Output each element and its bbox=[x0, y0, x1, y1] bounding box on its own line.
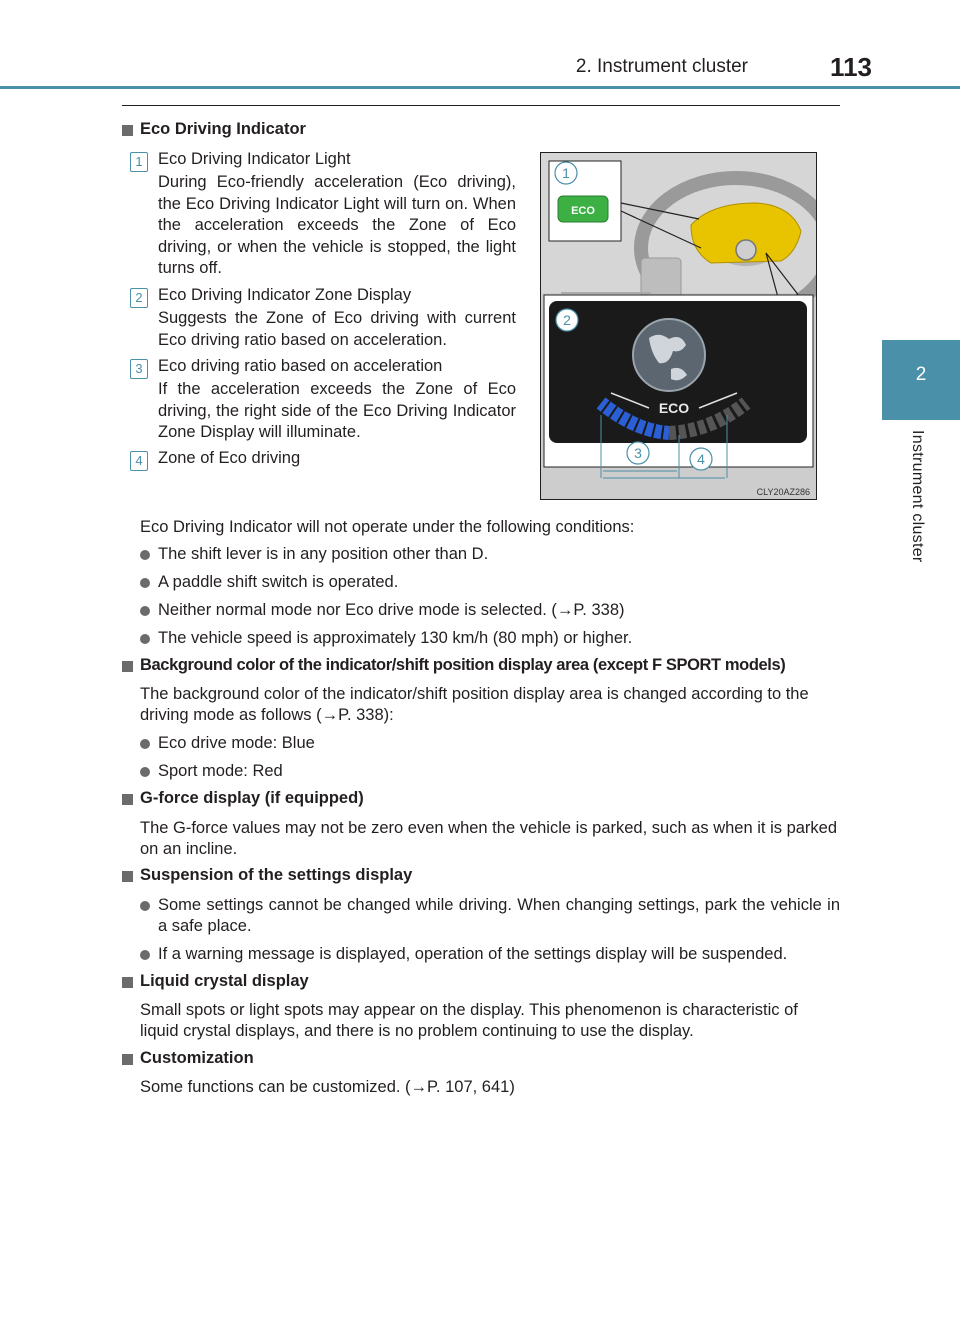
bullet-icon bbox=[140, 578, 150, 588]
section-marker-icon bbox=[122, 661, 133, 672]
eco-indicator-illustration bbox=[541, 153, 816, 499]
callout-4: 4 bbox=[697, 451, 705, 467]
chapter-tab[interactable] bbox=[882, 340, 960, 420]
section-marker-icon bbox=[122, 125, 133, 136]
item-body: If the acceleration exceeds the Zone of Eco driving, the right side of the Eco Driving Indicator Zone Display will illuminate. bbox=[158, 380, 516, 441]
customization-heading: Customization bbox=[140, 1049, 254, 1067]
item-number-badge: 3 bbox=[130, 359, 148, 379]
bullet-icon bbox=[140, 901, 150, 911]
callout-2: 2 bbox=[563, 312, 571, 328]
customization-body: Some functions can be customized. (→P. 107, 641) bbox=[140, 1078, 515, 1096]
section-marker-icon bbox=[122, 794, 133, 805]
zone-eco-label: ECO bbox=[658, 400, 690, 416]
chapter-tab-label: Instrument cluster bbox=[909, 430, 926, 563]
item-number-badge: 1 bbox=[130, 152, 148, 172]
lcd-body: Small spots or light spots may appear on the display. This phenomenon is characteristic of liquid crystal displays, and there is no problem continuing to use the display. bbox=[140, 1001, 798, 1040]
mode-item: Eco drive mode: Blue bbox=[158, 734, 315, 752]
eco-heading: Eco Driving Indicator bbox=[140, 120, 306, 138]
bullet-icon bbox=[140, 550, 150, 560]
mode-item: Sport mode: Red bbox=[158, 762, 283, 780]
section-marker-icon bbox=[122, 871, 133, 882]
bullet-icon bbox=[140, 634, 150, 644]
eco-indicator-figure bbox=[540, 152, 817, 500]
callout-1: 1 bbox=[562, 165, 570, 181]
suspension-heading: Suspension of the settings display bbox=[140, 866, 413, 884]
condition-item: The shift lever is in any position other than D. bbox=[158, 545, 489, 563]
header-rule bbox=[122, 105, 840, 106]
background-heading: Background color of the indicator/shift position display area (except F SPORT models) bbox=[140, 656, 786, 674]
item-body: Suggests the Zone of Eco driving with current Eco driving ratio based on acceleration. bbox=[158, 309, 516, 349]
chapter-title: 2. Instrument cluster bbox=[575, 56, 748, 77]
item-title: Eco driving ratio based on acceleration bbox=[158, 357, 443, 375]
condition-item: A paddle shift switch is operated. bbox=[158, 573, 399, 591]
item-number-badge: 4 bbox=[130, 451, 148, 471]
figure-code: CLY20AZ286 bbox=[756, 487, 810, 497]
lcd-heading: Liquid crystal display bbox=[140, 972, 309, 990]
condition-item: Neither normal mode nor Eco drive mode is selected. (→P. 338) bbox=[158, 601, 625, 619]
section-marker-icon bbox=[122, 977, 133, 988]
bullet-icon bbox=[140, 950, 150, 960]
item-title: Eco Driving Indicator Zone Display bbox=[158, 286, 412, 304]
section-marker-icon bbox=[122, 1054, 133, 1065]
page-number: 113 bbox=[830, 52, 872, 82]
item-title: Eco Driving Indicator Light bbox=[158, 150, 351, 168]
chapter-tab-number: 2 bbox=[915, 364, 927, 385]
item-title: Zone of Eco driving bbox=[158, 449, 301, 467]
condition-item: The vehicle speed is approximately 130 km/h (80 mph) or higher. bbox=[158, 629, 633, 647]
suspension-item: Some settings cannot be changed while driving. When changing settings, park the vehicle in a safe place. bbox=[158, 896, 840, 935]
bullet-icon bbox=[140, 606, 150, 616]
top-accent-bar bbox=[0, 86, 960, 89]
callout-3: 3 bbox=[634, 445, 642, 461]
bullet-icon bbox=[140, 767, 150, 777]
eco-lamp-label: ECO bbox=[571, 205, 595, 217]
gforce-body: The G-force values may not be zero even when the vehicle is parked, such as when it is parked on an incline. bbox=[140, 819, 838, 858]
suspension-item: If a warning message is displayed, operation of the settings display will be suspended. bbox=[158, 945, 788, 963]
background-body: The background color of the indicator/shift position display area is changed according to the driving mode as follows (→P. 338): bbox=[140, 685, 809, 724]
item-number-badge: 2 bbox=[130, 288, 148, 308]
item-body: During Eco-friendly acceleration (Eco driving), the Eco Driving Indicator Light will turn on. When the acceleration exceeds the Zone of Eco driving, or when the vehicle is stopped, the light turns off. bbox=[158, 173, 516, 277]
page-header bbox=[0, 52, 960, 82]
bullet-icon bbox=[140, 739, 150, 749]
gforce-heading: G-force display (if equipped) bbox=[140, 789, 364, 807]
eco-intro: Eco Driving Indicator will not operate under the following conditions: bbox=[140, 518, 635, 536]
